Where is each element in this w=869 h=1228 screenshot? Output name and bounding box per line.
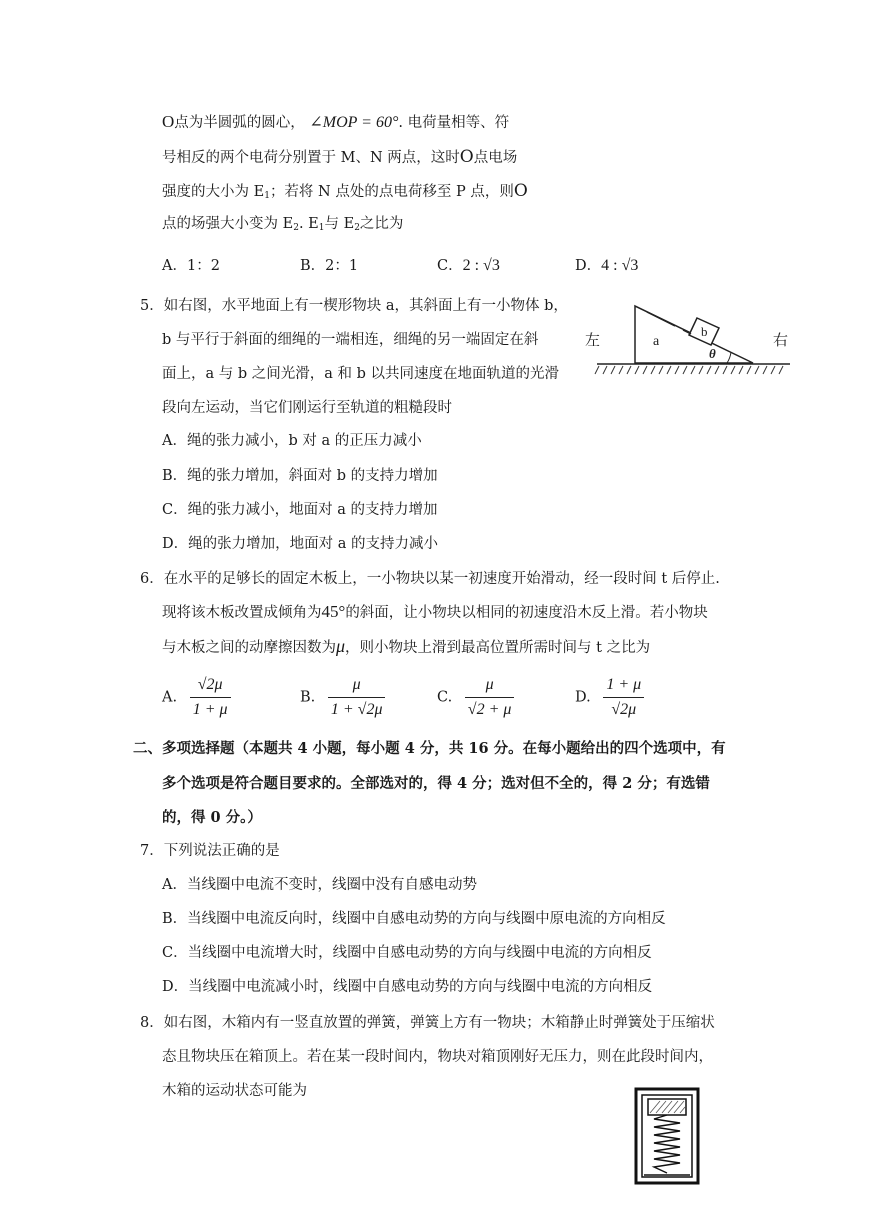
q6-text: ，则小物块上滑到最高位置所需时间与 t 之比为 xyxy=(345,640,651,656)
q7-option-c[interactable]: C．当线圈中电流增大时，线圈中自感电动势的方向与线圈中电流的方向相反 xyxy=(162,945,652,961)
wedge-figure xyxy=(585,296,800,380)
q4-text: ；若将 N 点处的点电荷移至 P 点，则 xyxy=(269,184,514,200)
numerator: μ xyxy=(465,674,515,698)
q4-text: . 电荷量相等、符 xyxy=(398,115,510,131)
label-block-a: a xyxy=(653,334,660,349)
q6-text: 与木板之间的动摩擦因数为 xyxy=(162,640,336,656)
q6-line-2 xyxy=(162,602,708,623)
q6-option-a[interactable] xyxy=(162,674,231,721)
option-math: 4 : √3 xyxy=(601,257,639,274)
option-label: A. xyxy=(162,689,178,706)
label-right: 右 xyxy=(773,331,789,349)
point-o: O xyxy=(513,181,528,201)
section2-heading-3: 的，得 0 分。） xyxy=(162,809,262,826)
section2-heading-2: 多个选项是符合题目要求的。全部选对的，得 4 分；选对但不全的，得 2 分；有选错 xyxy=(162,775,710,792)
fraction xyxy=(465,674,515,721)
q4-text: 与 E xyxy=(324,216,355,232)
q4-text: 之比为 xyxy=(359,216,404,232)
numerator: 1 + μ xyxy=(603,674,644,698)
q6-option-c[interactable] xyxy=(437,674,514,721)
q6-text: 的斜面，让小物块以相同的初速度沿木反上滑。若小物块 xyxy=(345,605,708,621)
label-theta: θ xyxy=(709,346,716,361)
q5-line-4: 段向左运动，当它们刚运行至轨道的粗糙段时 xyxy=(162,400,452,416)
subscript: 1 xyxy=(264,191,270,201)
q4-line-4 xyxy=(162,214,403,238)
q5-option-c[interactable]: C．绳的张力减小，地面对 a 的支持力增加 xyxy=(162,502,438,518)
q4-option-c[interactable] xyxy=(437,255,500,277)
option-label: B. xyxy=(300,689,316,706)
q5-option-b[interactable]: B．绳的张力增加，斜面对 b 的支持力增加 xyxy=(162,468,438,484)
option-label: C． xyxy=(437,258,463,274)
q4-text: 点的场强大小变为 E xyxy=(162,216,294,232)
option-label: C. xyxy=(437,689,453,706)
q4-option-d[interactable] xyxy=(575,255,638,277)
point-o: O xyxy=(459,147,474,167)
fraction xyxy=(190,674,231,721)
q8-line-1: 8．如右图，木箱内有一竖直放置的弹簧，弹簧上方有一物块；木箱静止时弹簧处于压缩状 xyxy=(140,1015,715,1031)
q6-option-b[interactable] xyxy=(300,674,385,721)
numerator: √2μ xyxy=(190,674,231,698)
label-block-b: b xyxy=(701,324,708,339)
option-label: D. xyxy=(575,689,591,706)
q4-line-1 xyxy=(162,112,509,133)
q8-line-3: 木箱的运动状态可能为 xyxy=(162,1083,307,1099)
angle-value: 45° xyxy=(321,602,346,621)
q5-line-3: 面上，a 与 b 之间光滑，a 和 b 以共同速度在地面轨道的光滑 xyxy=(162,366,560,382)
q6-text: 现将该木板改置成倾角为 xyxy=(162,605,322,621)
q8-line-2: 态且物块压在箱顶上。若在某一段时间内，物块对箱顶刚好无压力，则在此段时间内， xyxy=(162,1049,713,1065)
subscript: 2 xyxy=(354,223,360,233)
q6-option-d[interactable] xyxy=(575,674,644,721)
q4-text: 强度的大小为 E xyxy=(162,184,265,200)
q5-line-1: 5．如右图，水平地面上有一楔形物块 a，其斜面上有一小物体 b， xyxy=(140,298,568,314)
subscript: 2 xyxy=(293,223,299,233)
q4-text: 号相反的两个电荷分别置于 M、N 两点，这时 xyxy=(162,150,460,166)
q7-option-b[interactable]: B．当线圈中电流反向时，线圈中自感电动势的方向与线圈中原电流的方向相反 xyxy=(162,911,666,927)
denominator: √2 + μ xyxy=(467,701,512,718)
q6-line-1: 6．在水平的足够长的固定木板上，一小物块以某一初速度开始滑动，经一段时间 t 后停止. xyxy=(140,571,720,587)
label-left: 左 xyxy=(585,331,601,349)
fraction xyxy=(328,674,386,721)
q6-line-3 xyxy=(162,636,650,658)
q4-text: 点电场 xyxy=(473,150,518,166)
q5-line-2: b 与平行于斜面的细绳的一端相连，细绳的另一端固定在斜 xyxy=(162,332,539,348)
option-label: D． xyxy=(575,258,602,274)
section2-heading-1: 二、多项选择题（本题共 4 小题，每小题 4 分，共 16 分。在每小题给出的四个选项中，有 xyxy=(133,740,726,757)
q7-option-d[interactable]: D．当线圈中电流减小时，线圈中自感电动势的方向与线圈中电流的方向相反 xyxy=(162,979,653,995)
q4-line-3 xyxy=(162,181,528,206)
subscript: 1 xyxy=(318,223,325,233)
q5-option-d[interactable]: D．绳的张力增加，地面对 a 的支持力减小 xyxy=(162,536,438,552)
q4-text: 点为半圆弧的圆心， xyxy=(174,115,305,131)
q5-option-a[interactable]: A．绳的张力减小，b 对 a 的正压力减小 xyxy=(162,433,422,449)
q4-text: . E xyxy=(298,216,319,232)
q7-option-a[interactable]: A．当线圈中电流不变时，线圈中没有自感电动势 xyxy=(162,877,477,893)
q4-option-a[interactable]: A．1：2 xyxy=(162,258,220,274)
fraction xyxy=(603,674,644,721)
mu-symbol: μ xyxy=(336,636,346,656)
numerator: μ xyxy=(328,674,386,698)
point-o: O xyxy=(162,112,175,131)
q4-line-2 xyxy=(162,147,517,168)
option-math: 2 : √3 xyxy=(462,257,500,274)
angle-expression: ∠MOP = 60° xyxy=(309,114,399,131)
denominator: √2μ xyxy=(611,701,637,718)
q4-option-b[interactable]: B．2：1 xyxy=(300,258,359,274)
denominator: 1 + μ xyxy=(192,701,228,718)
denominator: 1 + √2μ xyxy=(330,701,383,718)
q7-stem: 7．下列说法正确的是 xyxy=(140,843,280,859)
spring-box-figure xyxy=(634,1087,700,1185)
